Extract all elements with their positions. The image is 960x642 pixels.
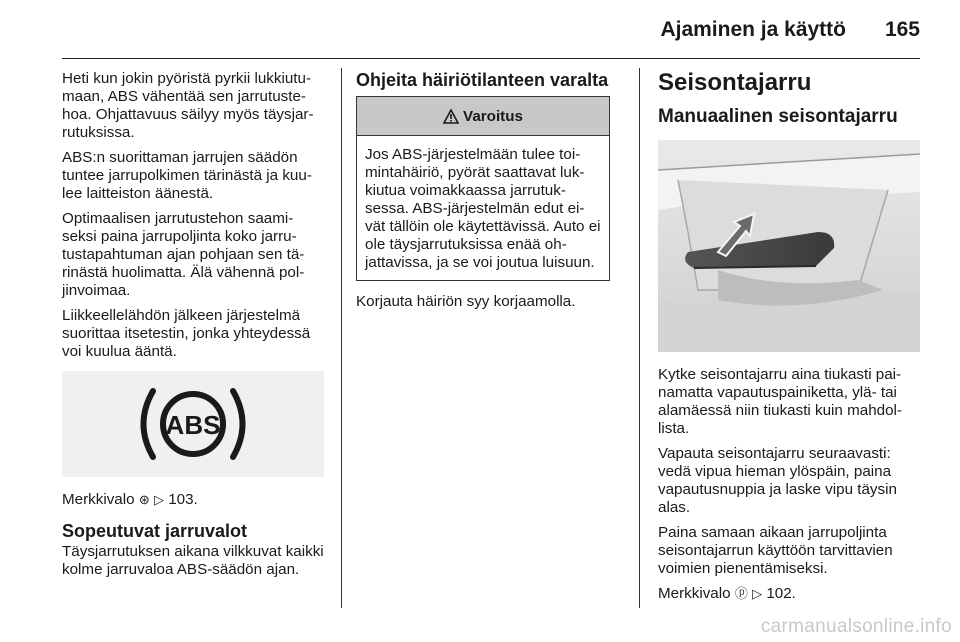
column-2 [356,70,622,318]
warning-triangle-icon [443,109,459,124]
section-heading: Seisontajarru [658,69,812,96]
column-3 [658,70,920,610]
paragraph: Optimaalisen jarrutustehon saami-seksi paina jarrupoljinta koko jarru-tustapahtuman ajan pohjaan sen tä-rinästä huolimatta. Älä vähennä pol-jinvoimaa. [62,210,305,299]
page-reference-arrow-icon: ▷ [153,492,164,507]
warning-header [357,97,609,136]
abs-symbol-text: ABS [165,410,221,440]
parking-brake-indicator-icon: ⓟ [734,586,748,601]
abs-indicator-icon: ⊛ [138,492,150,507]
header-title: Ajaminen ja käyttö [660,18,846,41]
warning-title: Varoitus [463,107,523,125]
indicator-label: Merkkivalo [62,491,135,508]
column-divider-2 [639,68,640,608]
section-heading: Ohjeita häiriötilanteen varalta [356,70,609,90]
page-number: 165 [884,18,920,41]
column-1 [62,70,324,586]
paragraph: Heti kun jokin pyöristä pyrkii lukkiutu-maan, ABS vähentää sen jarrutuste-hoa. Ohjattavuus säilyy myös täysjar-rutuksissa. [62,70,314,141]
parking-brake-lever-image [658,140,920,352]
indicator-reference [62,491,324,509]
column-divider-1 [341,68,342,608]
paragraph: Liikkeellelähdön jälkeen järjestelmä suorittaa itsetestin, jonka yhteydessä voi kuulua ääntä. [62,307,311,360]
header-rule [62,58,920,59]
watermark: carmanualsonline.info [760,616,952,637]
warning-body [357,136,609,280]
abs-symbol-icon [62,371,324,477]
abs-warning-symbol-image [62,371,324,477]
warning-text: Jos ABS-järjestelmään tulee toi-mintahäiriö, pyörät saattavat luk-kiutua voimakkaassa jarrutuk-sessa. ABS-järjestelmän edut ei-vät tällöin ole käytettävissä. Auto ei ole täysjarrutuksissa enää oh-jattavissa, ja se voi joutua luisuun. [365,146,601,271]
indicator-page-ref: 102. [766,585,796,602]
paragraph: Vapauta seisontajarru seuraavasti: vedä vipua hieman ylöspäin, paina vapautusnuppia ja laske vipu täysin alas. [658,445,897,516]
section-heading: Sopeutuvat jarruvalot [62,521,248,541]
indicator-page-ref: 103. [168,491,198,508]
indicator-label: Merkkivalo [658,585,731,602]
page-reference-arrow-icon: ▷ [752,586,763,601]
parking-brake-illustration [658,140,920,352]
page-header [0,0,960,58]
indicator-reference [658,585,920,603]
paragraph: Korjauta häiriön syy korjaamolla. [356,293,576,310]
subsection-heading: Manuaalinen seisontajarru [658,106,898,127]
warning-box [356,96,610,281]
paragraph: Paina samaan aikaan jarrupoljinta seisontajarrun käyttöön tarvittavien voimien pienentämiseksi. [658,524,893,577]
paragraph: Täysjarrutuksen aikana vilkkuvat kaikki kolme jarruvaloa ABS-säädön ajan. [62,543,324,578]
paragraph: Kytke seisontajarru aina tiukasti pai-namatta vapautuspainiketta, ylä- tai alamäessä niin tiukasti kuin mahdol-lista. [658,366,902,437]
paragraph: ABS:n suorittaman jarrujen säädön tuntee jarrupolkimen tärinästä ja kuu-lee laitteiston äänestä. [62,149,312,202]
